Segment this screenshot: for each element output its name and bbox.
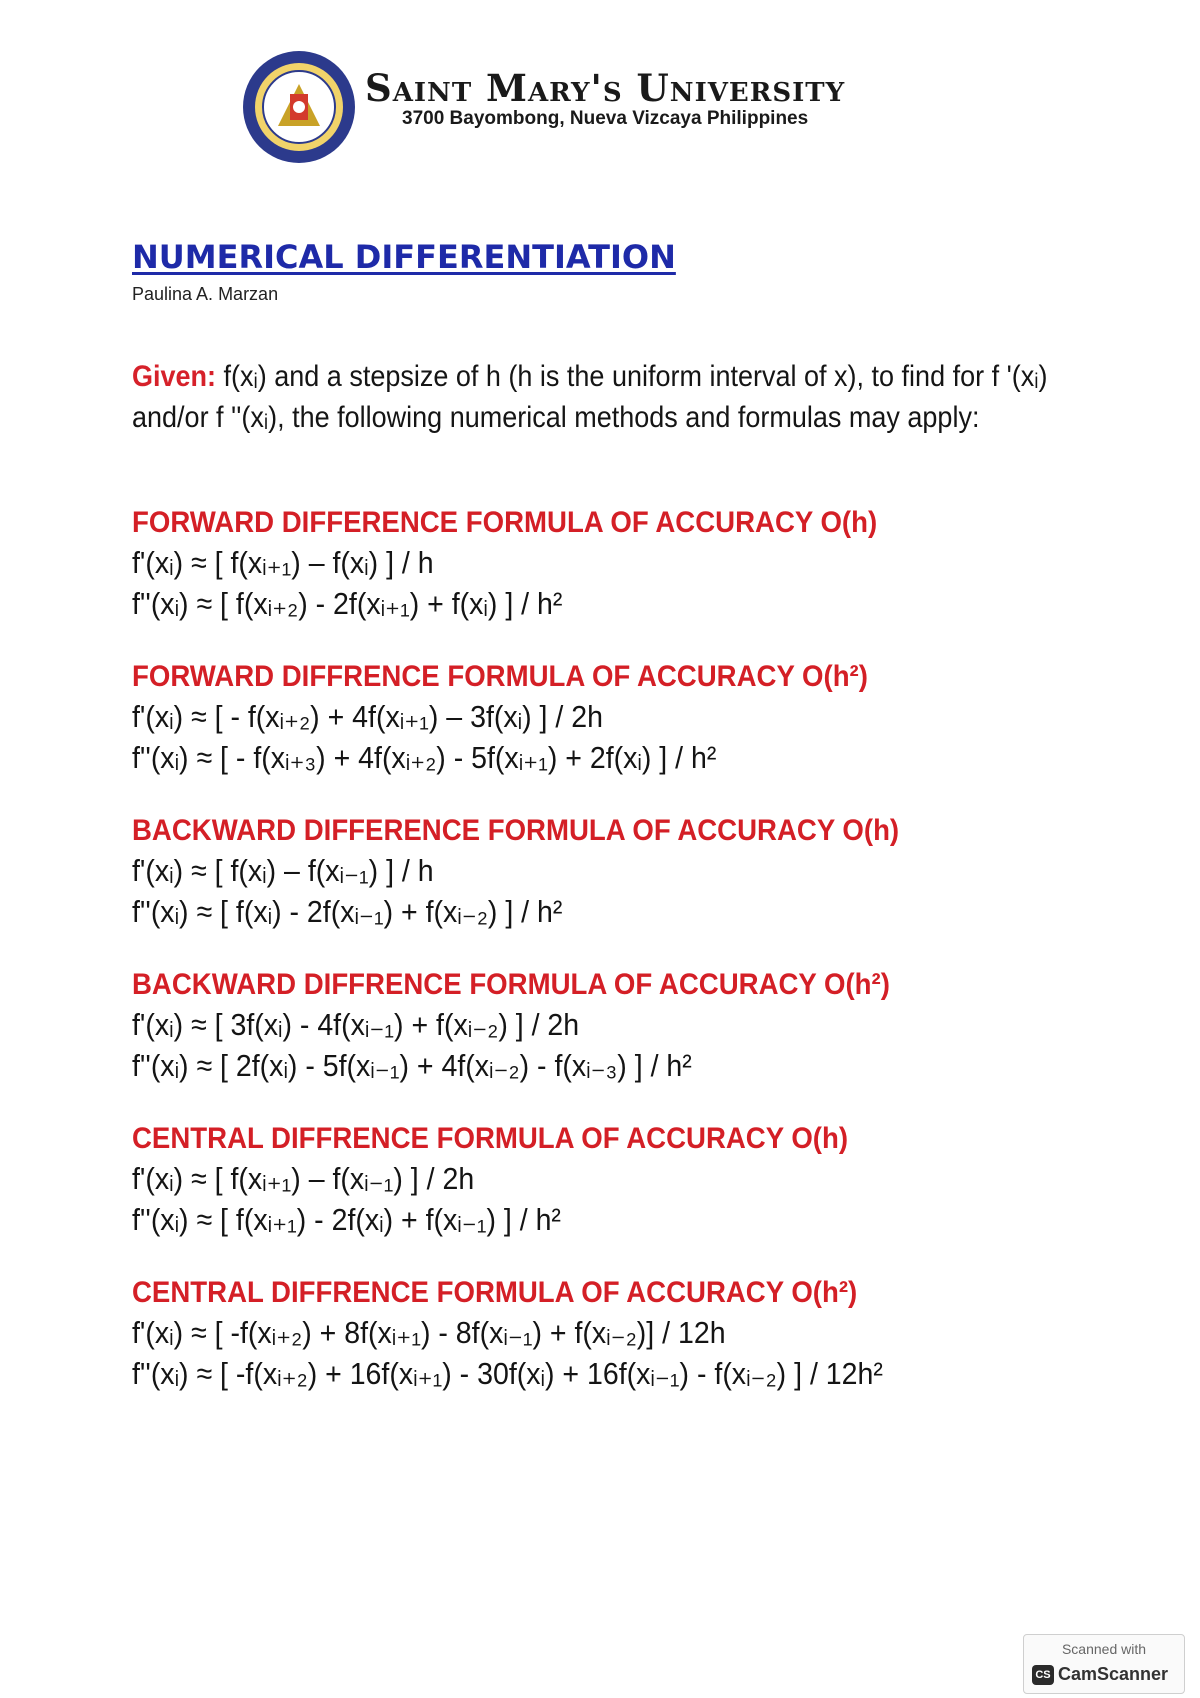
university-header: [240, 48, 940, 168]
intro-text: f(xᵢ) and a stepsize of h (h is the uniform interval of x), to find for f '(xᵢ) and/or f ''(xᵢ), the following numerical methods and formulas may apply:: [132, 360, 1048, 434]
section-backward-oh2: [132, 966, 1132, 1086]
first-derivative-formula: f'(xᵢ) ≈ [ f(xᵢ) – f(xᵢ₋₁) ] / h: [132, 853, 434, 888]
intro-label: Given:: [132, 360, 217, 393]
section-forward-oh: [132, 504, 1132, 624]
section-backward-oh: [132, 812, 1132, 932]
watermark-brand: CamScanner: [1058, 1664, 1169, 1684]
second-derivative-formula: f''(xᵢ) ≈ [ - f(xᵢ₊₃) + 4f(xᵢ₊₂) - 5f(xᵢ₊₁) + 2f(xᵢ) ] / h²: [132, 740, 717, 775]
first-derivative-formula: f'(xᵢ) ≈ [ -f(xᵢ₊₂) + 8f(xᵢ₊₁) - 8f(xᵢ₋₁) + f(xᵢ₋₂)] / 12h: [132, 1315, 726, 1350]
section-title: BACKWARD DIFFERENCE FORMULA OF ACCURACY O(h): [132, 814, 900, 847]
section-central-oh: [132, 1120, 1132, 1240]
first-derivative-formula: f'(xᵢ) ≈ [ 3f(xᵢ) - 4f(xᵢ₋₁) + f(xᵢ₋₂) ] / 2h: [132, 1007, 580, 1042]
first-derivative-formula: f'(xᵢ) ≈ [ f(xᵢ₊₁) – f(xᵢ₋₁) ] / 2h: [132, 1161, 475, 1196]
university-address: 3700 Bayombong, Nueva Vizcaya Philippines: [402, 108, 809, 129]
intro-paragraph: [132, 356, 1086, 438]
section-forward-oh2: [132, 658, 1132, 778]
document-title: NUMERICAL DIFFERENTIATION: [132, 238, 676, 276]
camscanner-watermark: [1023, 1634, 1185, 1694]
document-author: Paulina A. Marzan: [132, 284, 279, 304]
first-derivative-formula: f'(xᵢ) ≈ [ - f(xᵢ₊₂) + 4f(xᵢ₊₁) – 3f(xᵢ) ] / 2h: [132, 699, 603, 734]
watermark-caption: Scanned with: [1061, 1641, 1147, 1657]
second-derivative-formula: f''(xᵢ) ≈ [ f(xᵢ₊₁) - 2f(xᵢ) + f(xᵢ₋₁) ] / h²: [132, 1202, 561, 1237]
first-derivative-formula: f'(xᵢ) ≈ [ f(xᵢ₊₁) – f(xᵢ) ] / h: [132, 545, 434, 580]
section-central-oh2: [132, 1274, 1132, 1394]
section-title: BACKWARD DIFFRENCE FORMULA OF ACCURACY O(h²): [132, 968, 890, 1001]
section-title: FORWARD DIFFERENCE FORMULA OF ACCURACY O(h): [132, 506, 878, 539]
second-derivative-formula: f''(xᵢ) ≈ [ f(xᵢ) - 2f(xᵢ₋₁) + f(xᵢ₋₂) ] / h²: [132, 894, 563, 929]
second-derivative-formula: f''(xᵢ) ≈ [ -f(xᵢ₊₂) + 16f(xᵢ₊₁) - 30f(xᵢ) + 16f(xᵢ₋₁) - f(xᵢ₋₂) ] / 12h²: [132, 1356, 883, 1391]
section-title: CENTRAL DIFFRENCE FORMULA OF ACCURACY O(h²): [132, 1276, 858, 1309]
section-title: FORWARD DIFFRENCE FORMULA OF ACCURACY O(h²): [132, 660, 868, 693]
university-seal-icon: [240, 48, 358, 166]
second-derivative-formula: f''(xᵢ) ≈ [ 2f(xᵢ) - 5f(xᵢ₋₁) + 4f(xᵢ₋₂) - f(xᵢ₋₃) ] / h²: [132, 1048, 692, 1083]
section-title: CENTRAL DIFFRENCE FORMULA OF ACCURACY O(h): [132, 1122, 849, 1155]
camscanner-logo-icon: CS: [1032, 1665, 1054, 1685]
second-derivative-formula: f''(xᵢ) ≈ [ f(xᵢ₊₂) - 2f(xᵢ₊₁) + f(xᵢ) ] / h²: [132, 586, 563, 621]
university-name: Saint Mary's University: [365, 66, 846, 110]
